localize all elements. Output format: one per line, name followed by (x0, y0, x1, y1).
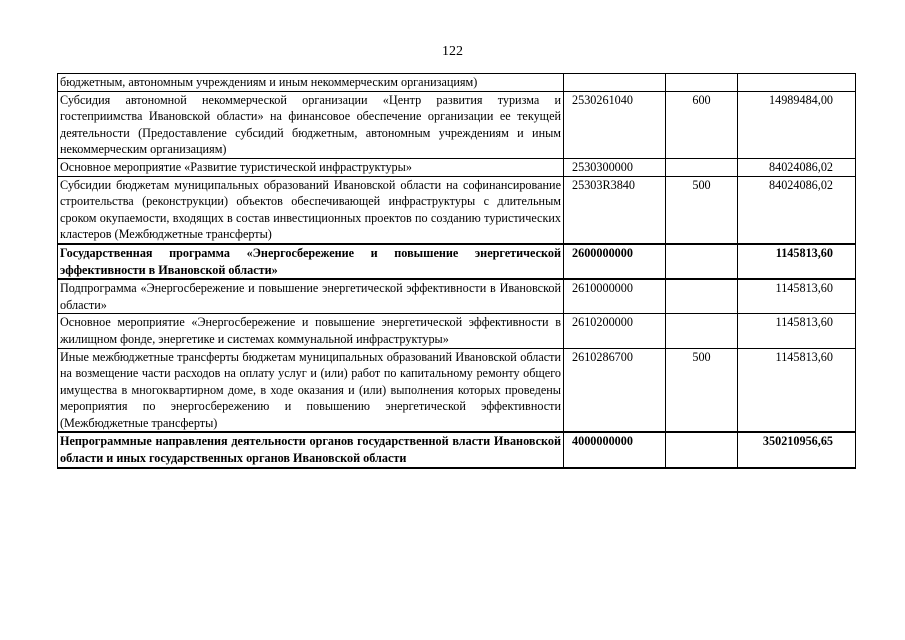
table-row (58, 91, 856, 158)
expense-type-code (666, 244, 738, 279)
budget-table (57, 73, 856, 469)
item-name: Иные межбюджетные трансферты бюджетам муниципальных образований Ивановской области на возмещение части расходов на оплату услуг и (или) работ по капитальному ремонту общего имущества в многоквартирном доме, в ходе оказания и (или) выполнения которых проведены мероприятия по энергосбережению и повышению энергетической эффективности (Межбюджетные трансферты) (58, 348, 564, 432)
expense-type-code (666, 279, 738, 314)
expense-type-code (666, 74, 738, 92)
expense-type-code (666, 314, 738, 348)
amount: 350210956,65 (738, 432, 856, 467)
table-row-program (58, 432, 856, 467)
expense-type-code (666, 432, 738, 467)
item-name: Основное мероприятие «Развитие туристической инфраструктуры» (58, 158, 564, 176)
target-article-code: 4000000000 (564, 432, 666, 467)
amount: 1145813,60 (738, 348, 856, 432)
amount: 84024086,02 (738, 176, 856, 244)
amount: 84024086,02 (738, 158, 856, 176)
item-name: Субсидия автономной некоммерческой организации «Центр развития туризма и гостеприимства Ивановской области» на финансовое обеспечение организации ее текущей деятельности (Предоставление субсидий бюджетным, автономным учреждениям и иным некоммерческим организациям) (58, 91, 564, 158)
item-name: Непрограммные направления деятельности органов государственной власти Ивановской области и иных государственных органов Ивановской области (58, 432, 564, 467)
amount: 14989484,00 (738, 91, 856, 158)
amount: 1145813,60 (738, 314, 856, 348)
table-row (58, 176, 856, 244)
target-article-code: 2600000000 (564, 244, 666, 279)
table-row-program (58, 244, 856, 279)
table-row (58, 348, 856, 432)
target-article-code (564, 74, 666, 92)
table-row (58, 158, 856, 176)
table-row (58, 279, 856, 314)
table-row (58, 74, 856, 92)
target-article-code: 2610200000 (564, 314, 666, 348)
item-name: Подпрограмма «Энергосбережение и повышение энергетической эффективности в Ивановской области» (58, 279, 564, 314)
target-article-code: 2530300000 (564, 158, 666, 176)
page-number: 122 (442, 44, 463, 59)
expense-type-code: 500 (666, 176, 738, 244)
target-article-code: 2610000000 (564, 279, 666, 314)
target-article-code: 2610286700 (564, 348, 666, 432)
amount: 1145813,60 (738, 279, 856, 314)
expense-type-code (666, 158, 738, 176)
item-name: Основное мероприятие «Энергосбережение и повышение энергетической эффективности в жилищном фонде, энергетике и системах коммунальной инфраструктуры» (58, 314, 564, 348)
expense-type-code: 500 (666, 348, 738, 432)
amount (738, 74, 856, 92)
target-article-code: 2530261040 (564, 91, 666, 158)
item-name: Государственная программа «Энергосбережение и повышение энергетической эффективности в Ивановской области» (58, 244, 564, 279)
item-name: Субсидии бюджетам муниципальных образований Ивановской области на софинансирование строительства (реконструкции) объектов обеспечивающей инфраструктуры с длительным сроком окупаемости, входящих в состав инвестиционных проектов по созданию туристических кластеров (Межбюджетные трансферты) (58, 176, 564, 244)
amount: 1145813,60 (738, 244, 856, 279)
table-row (58, 314, 856, 348)
item-name: бюджетным, автономным учреждениям и иным некоммерческим организациям) (58, 74, 564, 92)
expense-type-code: 600 (666, 91, 738, 158)
target-article-code: 25303R3840 (564, 176, 666, 244)
